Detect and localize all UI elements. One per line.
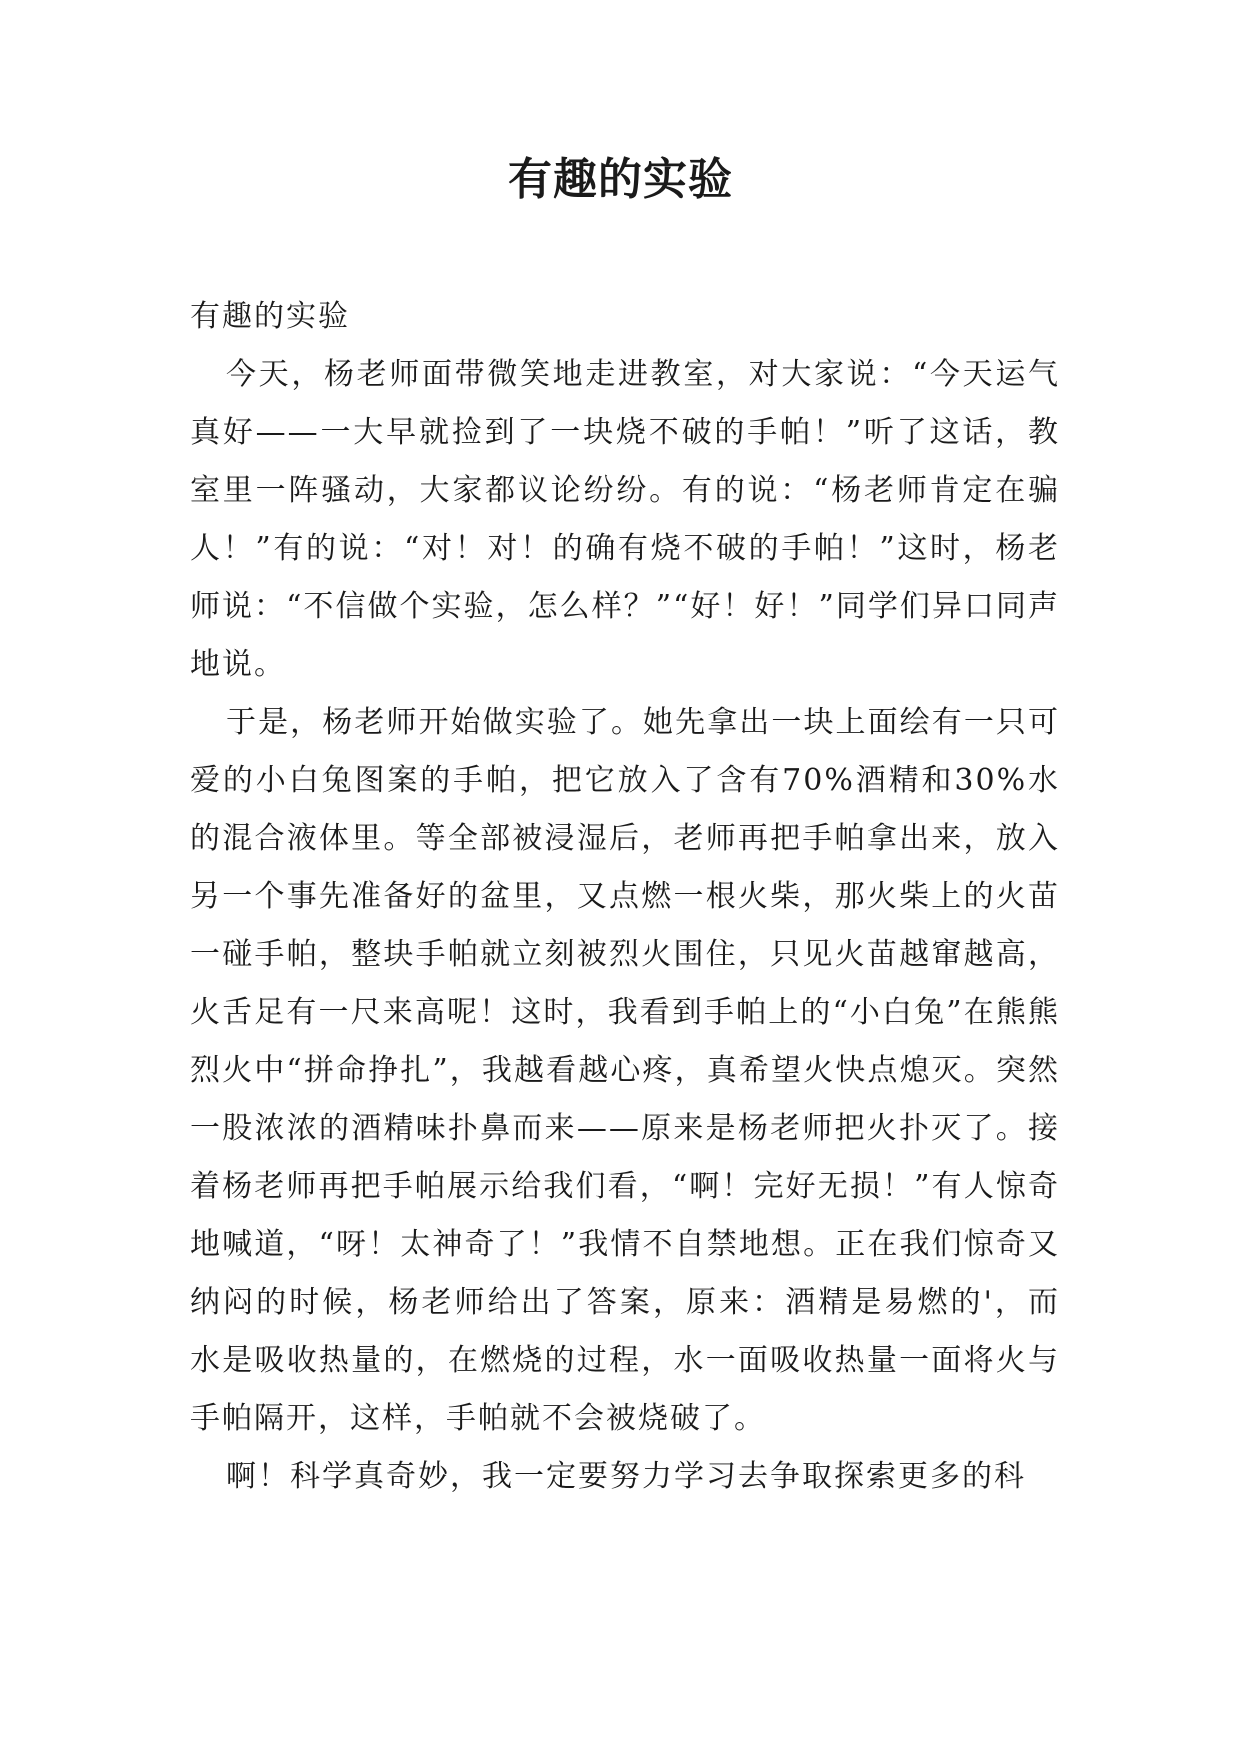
body-heading-paragraph: 有趣的实验 — [190, 299, 350, 334]
body-paragraph-3: 啊！科学真奇妙，我一定要努力学习去争取探索更多的科 — [226, 1459, 1026, 1494]
body-paragraph-1: 今天，杨老师面带微笑地走进教室，对大家说：“今天运气真好——一大早就捡到了一块烧不破的手帕！”听了这话，教室里一阵骚动，大家都议论纷纷。有的说：“杨老师肯定在骗人！”有的说：“对！对！的确有烧不破的手帕！”这时，杨老师说：“不信做个实验，怎么样？”“好！好！”同学们异口同声地说。 — [190, 357, 1060, 682]
document-title: 有趣的实验 — [508, 154, 733, 205]
body-paragraph-2: 于是，杨老师开始做实验了。她先拿出一块上面绘有一只可爱的小白兔图案的手帕，把它放入了含有70%酒精和30%水的混合液体里。等全部被浸湿后，老师再把手帕拿出来，放入另一个事先准备好的盆里，又点燃一根火柴，那火柴上的火苗一碰手帕，整块手帕就立刻被烈火围住，只见火苗越窜越高，火舌足有一尺来高呢！这时，我看到手帕上的“小白兔”在熊熊烈火中“拼命挣扎”，我越看越心疼，真希望火快点熄灭。突然一股浓浓的酒精味扑鼻而来——原来是杨老师把火扑灭了。接着杨老师再把手帕展示给我们看，“啊！完好无损！”有人惊奇地喊道，“呀！太神奇了！”我情不自禁地想。正在我们惊奇又纳闷的时候，杨老师给出了答案，原来：酒精是易燃的'，而水是吸收热量的，在燃烧的过程，水一面吸收热量一面将火与手帕隔开，这样，手帕就不会被烧破了。 — [190, 705, 1060, 1436]
document-body — [190, 288, 1060, 1506]
